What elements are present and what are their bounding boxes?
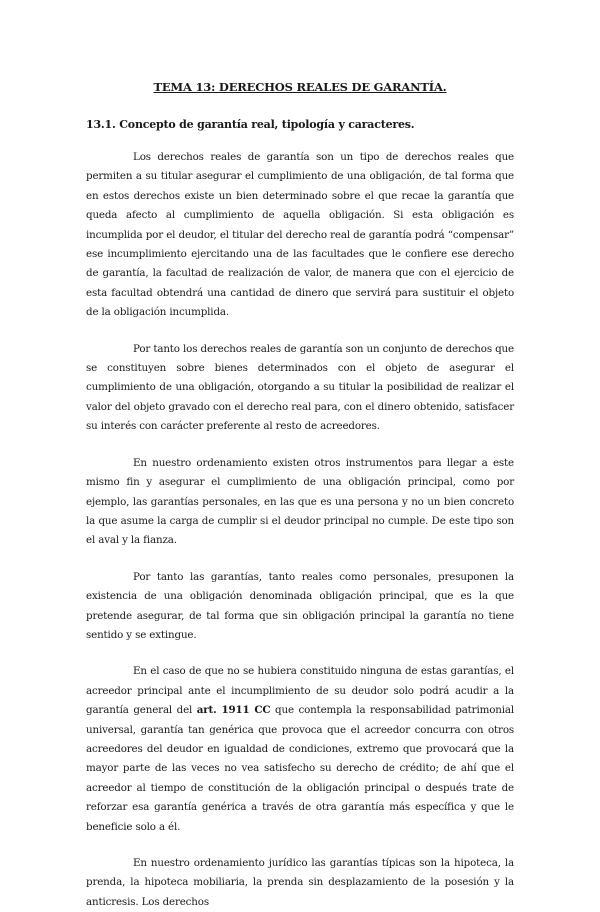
- paragraph-4: Por tanto las garantías, tanto reales como personales, presuponen la existencia de una obligación denominada obligación principal, que es la que pretende asegurar, de tal forma que sin obligación principal la garantía no tiene sentido y se extingue.: [86, 570, 514, 641]
- paragraph-5: [86, 662, 514, 837]
- paragraph-2: Por tanto los derechos reales de garantía son un conjunto de derechos que se constituyen sobre bienes determinados con el objeto de asegurar el cumplimiento de una obligación, otorgando a su titular la posibilidad de realizar el valor del objeto gravado con el derecho real para, con el dinero obtenido, satisfacer su interés con carácter preferente al resto de acreedores.: [86, 342, 514, 433]
- paragraph-1: Los derechos reales de garantía son un tipo de derechos reales que permiten a su titular asegurar el cumplimiento de una obligación, de tal forma que en estos derechos existe un bien determinado sobre el que recae la garantía que queda afecto al cumplimiento de aquella obligación. Si esta obligación es incumplida por el deudor, el titular del derecho real de garantía podrá “compensar” ese incumplimiento ejercitando una de las facultades que le confiere ese derecho de garantía, la facultad de realización de valor, de manera que con el ejercicio de esta facultad obtendrá una cantidad de dinero que servirá para sustituir el objeto de la obligación incumplida.: [86, 151, 514, 319]
- page-title: TEMA 13: DERECHOS REALES DE GARANTÍA.: [153, 80, 447, 94]
- paragraph-3: En nuestro ordenamiento existen otros instrumentos para llegar a este mismo fin y asegurar el cumplimiento de una obligación principal, como por ejemplo, las garantías personales, en las que es una persona y no un bien concreto la que asume la carga de cumplir si el deudor principal no cumple. De este tipo son el aval y la fianza.: [86, 456, 514, 547]
- paragraph-5-before: En el caso de que no se hubiera constituido ninguna de estas garantías, el acreedor principal ante el incumplimiento de su deudor solo podrá acudir a la garantía general del: [86, 665, 514, 717]
- paragraph-6: En nuestro ordenamiento jurídico las garantías típicas son la hipoteca, la prenda, la hipoteca mobiliaria, la prenda sin desplazamiento de la posesión y la anticresis. Los derechos: [86, 857, 514, 908]
- paragraph-5-after: que contempla la responsabilidad patrimonial universal, garantía tan genérica que provoca que el acreedor concurra con otros acreedores del deudor en igualdad de condiciones, extremo que provocará que la mayor parte de las veces no vea satisfecho su derecho de crédito; de ahí que el acreedor al tiempo de constitución de la obligación principal o después trate de reforzar esa garantía genérica a través de otra garantía más específica y que le beneficie solo a él.: [86, 704, 515, 833]
- article-reference: art. 1911 CC: [196, 704, 271, 717]
- section-heading: 13.1. Concepto de garantía real, tipología y caracteres.: [86, 118, 415, 131]
